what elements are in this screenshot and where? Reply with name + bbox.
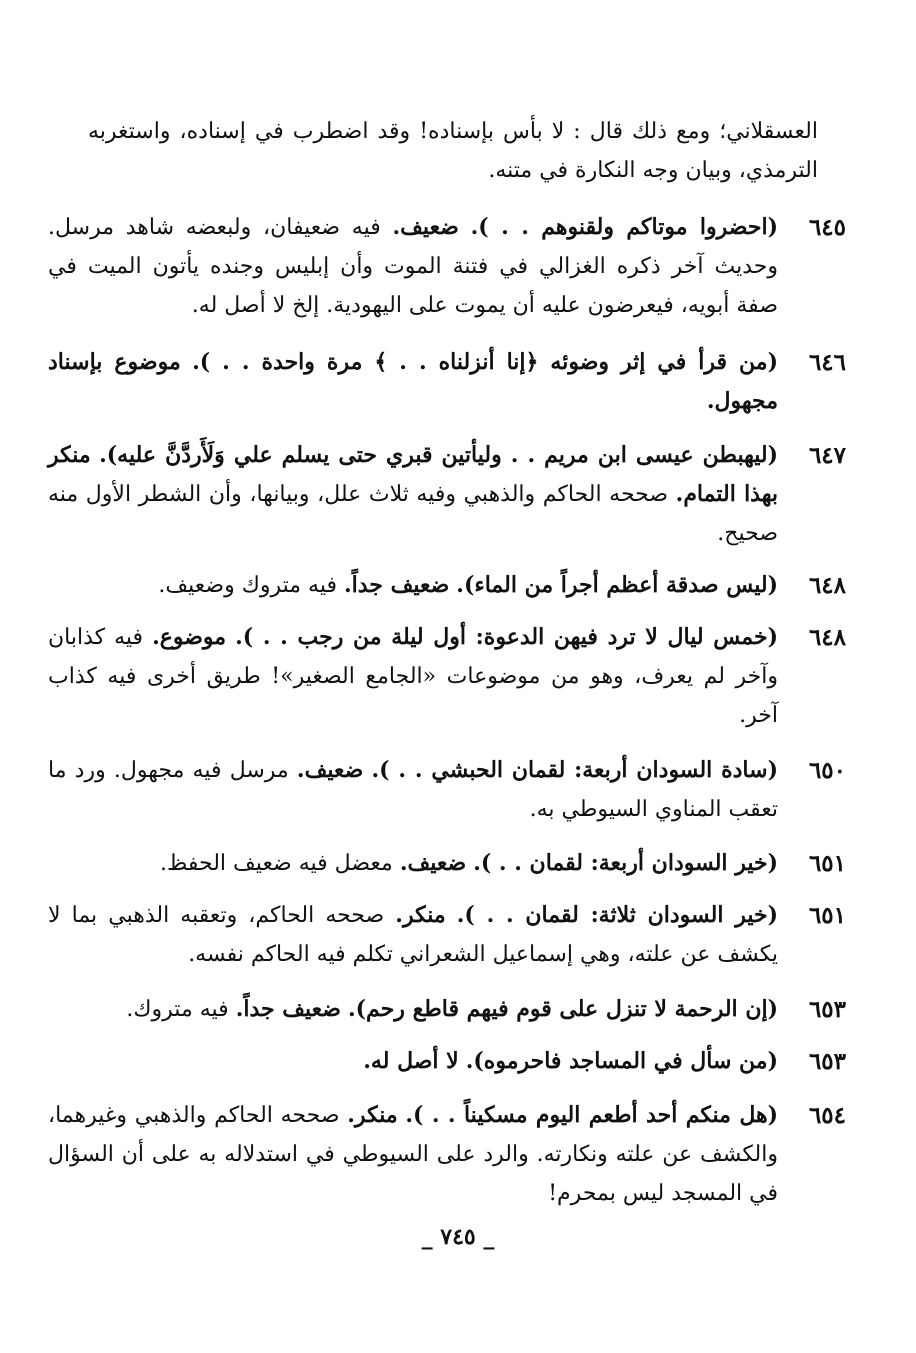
entry-text xyxy=(48,1042,778,1081)
hadith-verdict: ضعيف جداً. xyxy=(343,572,450,598)
entry-text xyxy=(48,990,778,1029)
entry-text xyxy=(48,343,778,421)
hadith-verdict: موضوع بإسناد مجهول. xyxy=(48,349,778,414)
hadith-quote: (ليس صدقة أعظم أجراً من الماء). xyxy=(456,572,778,598)
entry-number: ٦٥١ xyxy=(808,850,846,877)
hadith-verdict: منكر. xyxy=(347,1102,398,1128)
page-number: _ ٧٤٥ _ xyxy=(421,1224,495,1250)
hadith-verdict: منكر. xyxy=(395,902,446,928)
entry-text xyxy=(48,844,778,883)
entry-number: ٦٥٣ xyxy=(808,996,846,1023)
hadith-commentary: فيه كذابان وآخر لم يعرف، وهو من موضوعات «الجامع الصغير»! طريق أخرى فيه كذاب آخر. xyxy=(48,625,778,728)
hadith-quote: (خير السودان ثلاثة: لقمان . . ). xyxy=(456,902,779,928)
intro-text: العسقلاني؛ ومع ذلك قال : لا بأس بإسناده! وقد اضطرب في إسناده، واستغربه الترمذي، وبيان وجه النكارة في متنه. xyxy=(88,119,818,183)
hadith-commentary: صححه الحاكم والذهبي وغيرهما، والكشف عن علته ونكارته. والرد على السيوطي في استدلاله به على أن السؤال في المسجد ليس بمحرم! xyxy=(48,1103,778,1206)
entry-number: ٦٥٣ xyxy=(808,1048,846,1075)
entry-number: ٦٤٥ xyxy=(808,214,846,241)
hadith-verdict: لا أصل له. xyxy=(363,1048,459,1074)
hadith-verdict: منكر بهذا التمام. xyxy=(48,442,778,507)
entry-number: ٦٤٨ xyxy=(808,572,846,599)
hadith-verdict: ضعيف. xyxy=(392,214,459,240)
hadith-commentary: فيه ضعيفان، ولبعضه شاهد مرسل. وحديث آخر ذكره الغزالي في فتنة الموت وأن إبليس وجنده يأتون الميت في صفة أبويه، فيعرضون عليه أن يموت على اليهودية. إلخ لا أصل له. xyxy=(48,215,778,318)
hadith-quote: (خير السودان أربعة: لقمان . . ). xyxy=(473,850,778,876)
entry-text xyxy=(48,1096,778,1213)
hadith-quote: (من قرأ في إثر وضوئه ﴿إنا أنزلناه . . ﴾ مرة واحدة . . ). xyxy=(192,349,778,375)
hadith-commentary: صححه الحاكم والذهبي وفيه ثلاث علل، وبيانها، وأن الشطر الأول منه صحيح. xyxy=(48,482,778,546)
hadith-commentary: صححه الحاكم، وتعقبه الذهبي بما لا يكشف عن علته، وهي إسماعيل الشعراني تكلم فيه الحاكم نفسه. xyxy=(48,903,778,967)
entry-text xyxy=(48,896,778,974)
hadith-quote: (ليهبطن عيسى ابن مريم . . وليأتين قبري حتى يسلم علي وَلَأَردَّنَّ عليه). xyxy=(99,442,778,468)
hadith-verdict: ضعيف. xyxy=(399,850,467,876)
entry-number: ٦٥٤ xyxy=(808,1102,846,1129)
hadith-verdict: موضوع. xyxy=(152,624,227,650)
hadith-commentary: معضل فيه ضعيف الحفظ. xyxy=(160,851,393,876)
hadith-commentary: فيه متروك. xyxy=(126,997,229,1022)
entry-text xyxy=(48,436,778,553)
entry-text xyxy=(48,566,778,605)
entry-number: ٦٥١ xyxy=(808,902,846,929)
hadith-commentary: فيه متروك وضعيف. xyxy=(158,573,337,598)
hadith-verdict: ضعيف. xyxy=(296,757,364,783)
hadith-verdict: ضعيف جداً. xyxy=(235,996,341,1022)
hadith-commentary: مرسل فيه مجهول. ورد ما تعقب المناوي السيوطي به. xyxy=(48,758,778,822)
hadith-quote: (احضروا موتاكم ولقنوهم . . ). xyxy=(470,214,778,240)
hadith-quote: (إن الرحمة لا تنزل على قوم فيهم قاطع رحم). xyxy=(347,996,778,1022)
intro-paragraph xyxy=(88,112,818,190)
entry-number: ٦٥٠ xyxy=(808,757,846,784)
entry-text xyxy=(48,751,778,829)
hadith-quote: (سادة السودان أربعة: لقمان الحبشي . . ). xyxy=(371,757,778,783)
entry-text xyxy=(48,618,778,735)
hadith-quote: (هل منكم أحد أطعم اليوم مسكيناً . . ). xyxy=(405,1102,778,1128)
entry-number: ٦٤٨ xyxy=(808,624,846,651)
entry-number: ٦٤٦ xyxy=(808,349,846,376)
hadith-quote: (خمس ليال لا ترد فيهن الدعوة: أول ليلة من رجب . . ). xyxy=(235,624,778,650)
hadith-quote: (من سأل في المساجد فاحرموه). xyxy=(465,1048,778,1074)
entry-text xyxy=(48,208,778,325)
entry-number: ٦٤٧ xyxy=(808,442,846,469)
